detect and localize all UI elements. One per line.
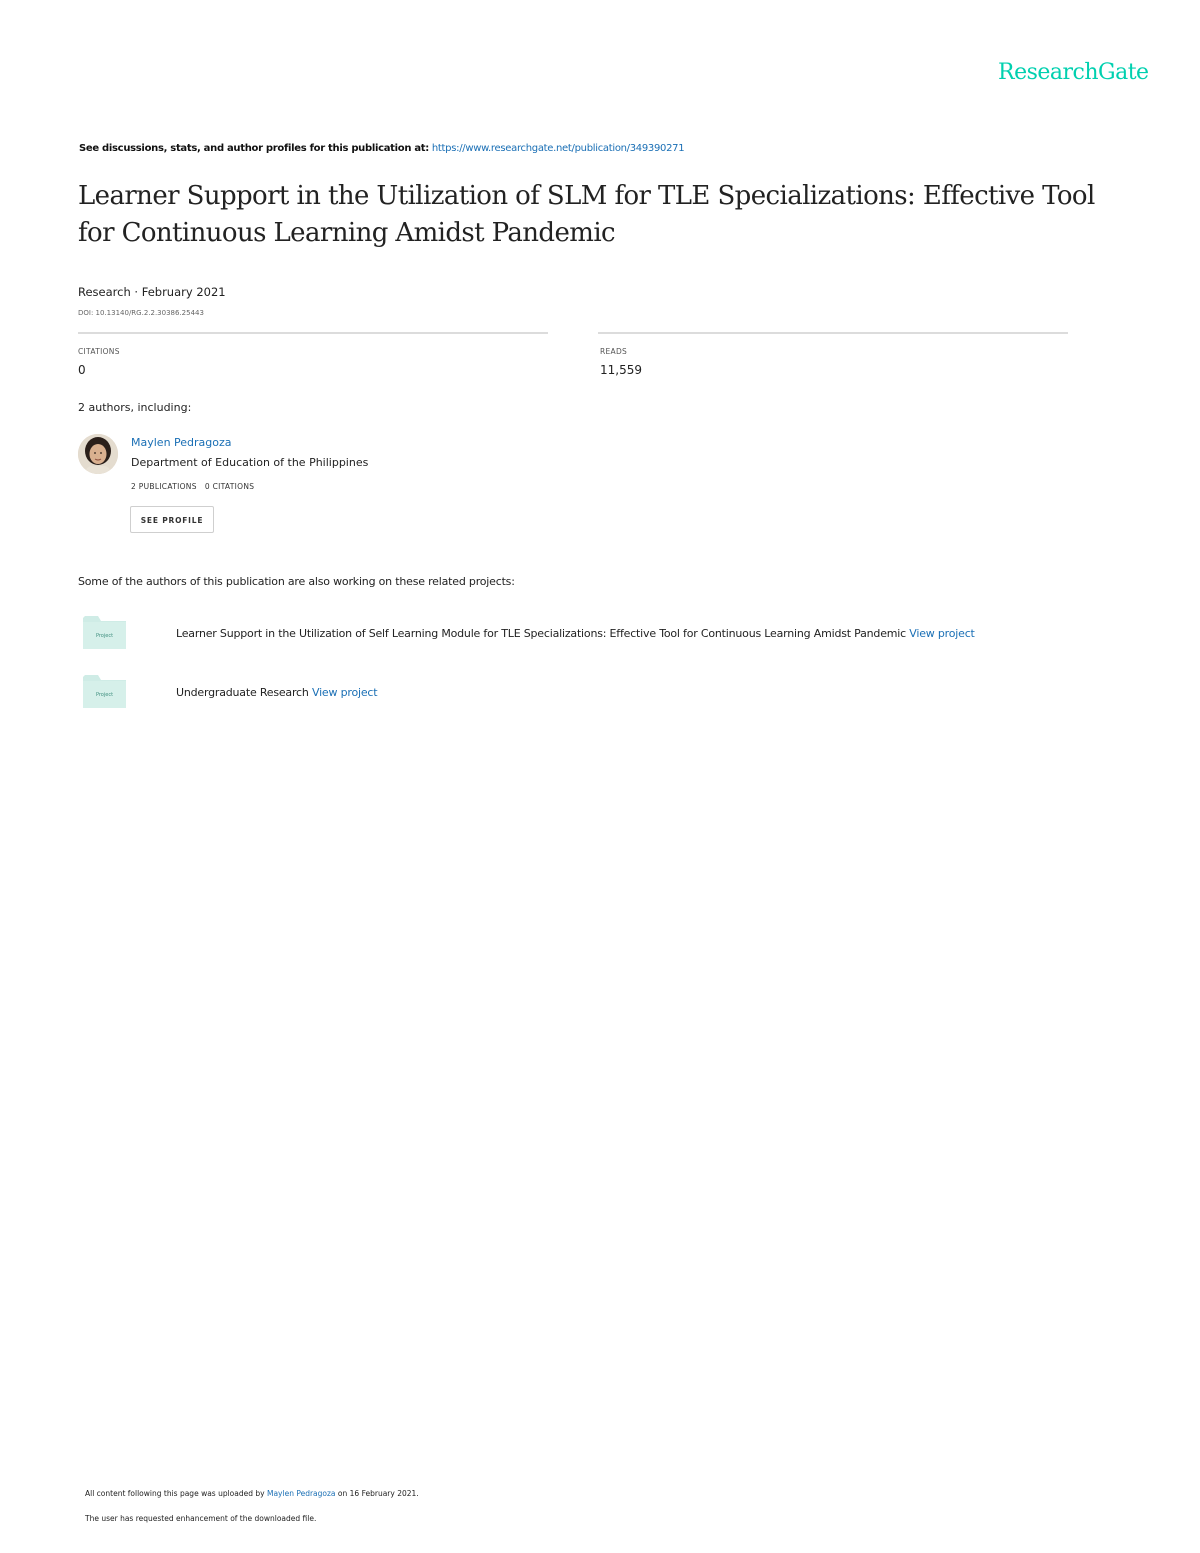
author-stats [131, 482, 254, 491]
project-folder-icon [83, 674, 126, 708]
projects-intro: Some of the authors of this publication are also working on these related projects: [78, 575, 515, 588]
citations-label: CITATIONS [78, 347, 120, 356]
author-avatar[interactable] [78, 434, 118, 474]
authors-intro: 2 authors, including: [78, 401, 192, 414]
author-name-link[interactable]: Maylen Pedragoza [131, 436, 232, 449]
author-institution: Department of Education of the Philippines [131, 456, 369, 469]
upload-note [85, 1489, 419, 1498]
publication-doi: DOI: 10.13140/RG.2.2.30386.25443 [78, 309, 204, 317]
author-publications-count: 2 PUBLICATIONS [131, 482, 197, 491]
citations-value: 0 [78, 363, 86, 377]
view-project-link[interactable]: View project [909, 627, 975, 640]
project-icon-label: Project [95, 633, 114, 639]
publication-url-link[interactable]: https://www.researchgate.net/publication/349390271 [431, 143, 685, 154]
project-item [176, 627, 975, 640]
publication-type-date: Research · February 2021 [78, 285, 226, 299]
enhancement-note: The user has requested enhancement of the downloaded file. [85, 1514, 317, 1523]
upload-prefix: All content following this page was uploaded by [85, 1489, 265, 1498]
view-project-link[interactable]: View project [311, 686, 378, 699]
discussion-prefix: See discussions, stats, and author profiles for this publication at: [79, 143, 429, 154]
uploader-link[interactable]: Maylen Pedragoza [266, 1489, 336, 1498]
upload-suffix: on 16 February 2021. [337, 1489, 419, 1498]
reads-value: 11,559 [600, 363, 642, 377]
author-citations-count: 0 CITATIONS [204, 482, 255, 491]
project-title: Learner Support in the Utilization of Self Learning Module for TLE Specializations: Effective Tool for Continuous Learning Amidst Pandemic [176, 627, 906, 640]
reads-label: READS [600, 347, 628, 356]
researchgate-logo[interactable]: ResearchGate [998, 60, 1149, 85]
avatar-photo [78, 434, 118, 474]
reads-divider [598, 332, 1068, 334]
project-icon-label: Project [95, 692, 114, 698]
project-folder-icon [83, 615, 126, 649]
project-item [176, 686, 377, 699]
publication-title: Learner Support in the Utilization of SLM for TLE Specializations: Effective Tool for Continuous Learning Amidst Pandemic [78, 181, 1095, 248]
see-profile-button[interactable]: SEE PROFILE [130, 506, 214, 533]
citations-divider [78, 332, 548, 334]
discussion-line [79, 143, 684, 154]
project-title: Undergraduate Research [176, 686, 309, 699]
